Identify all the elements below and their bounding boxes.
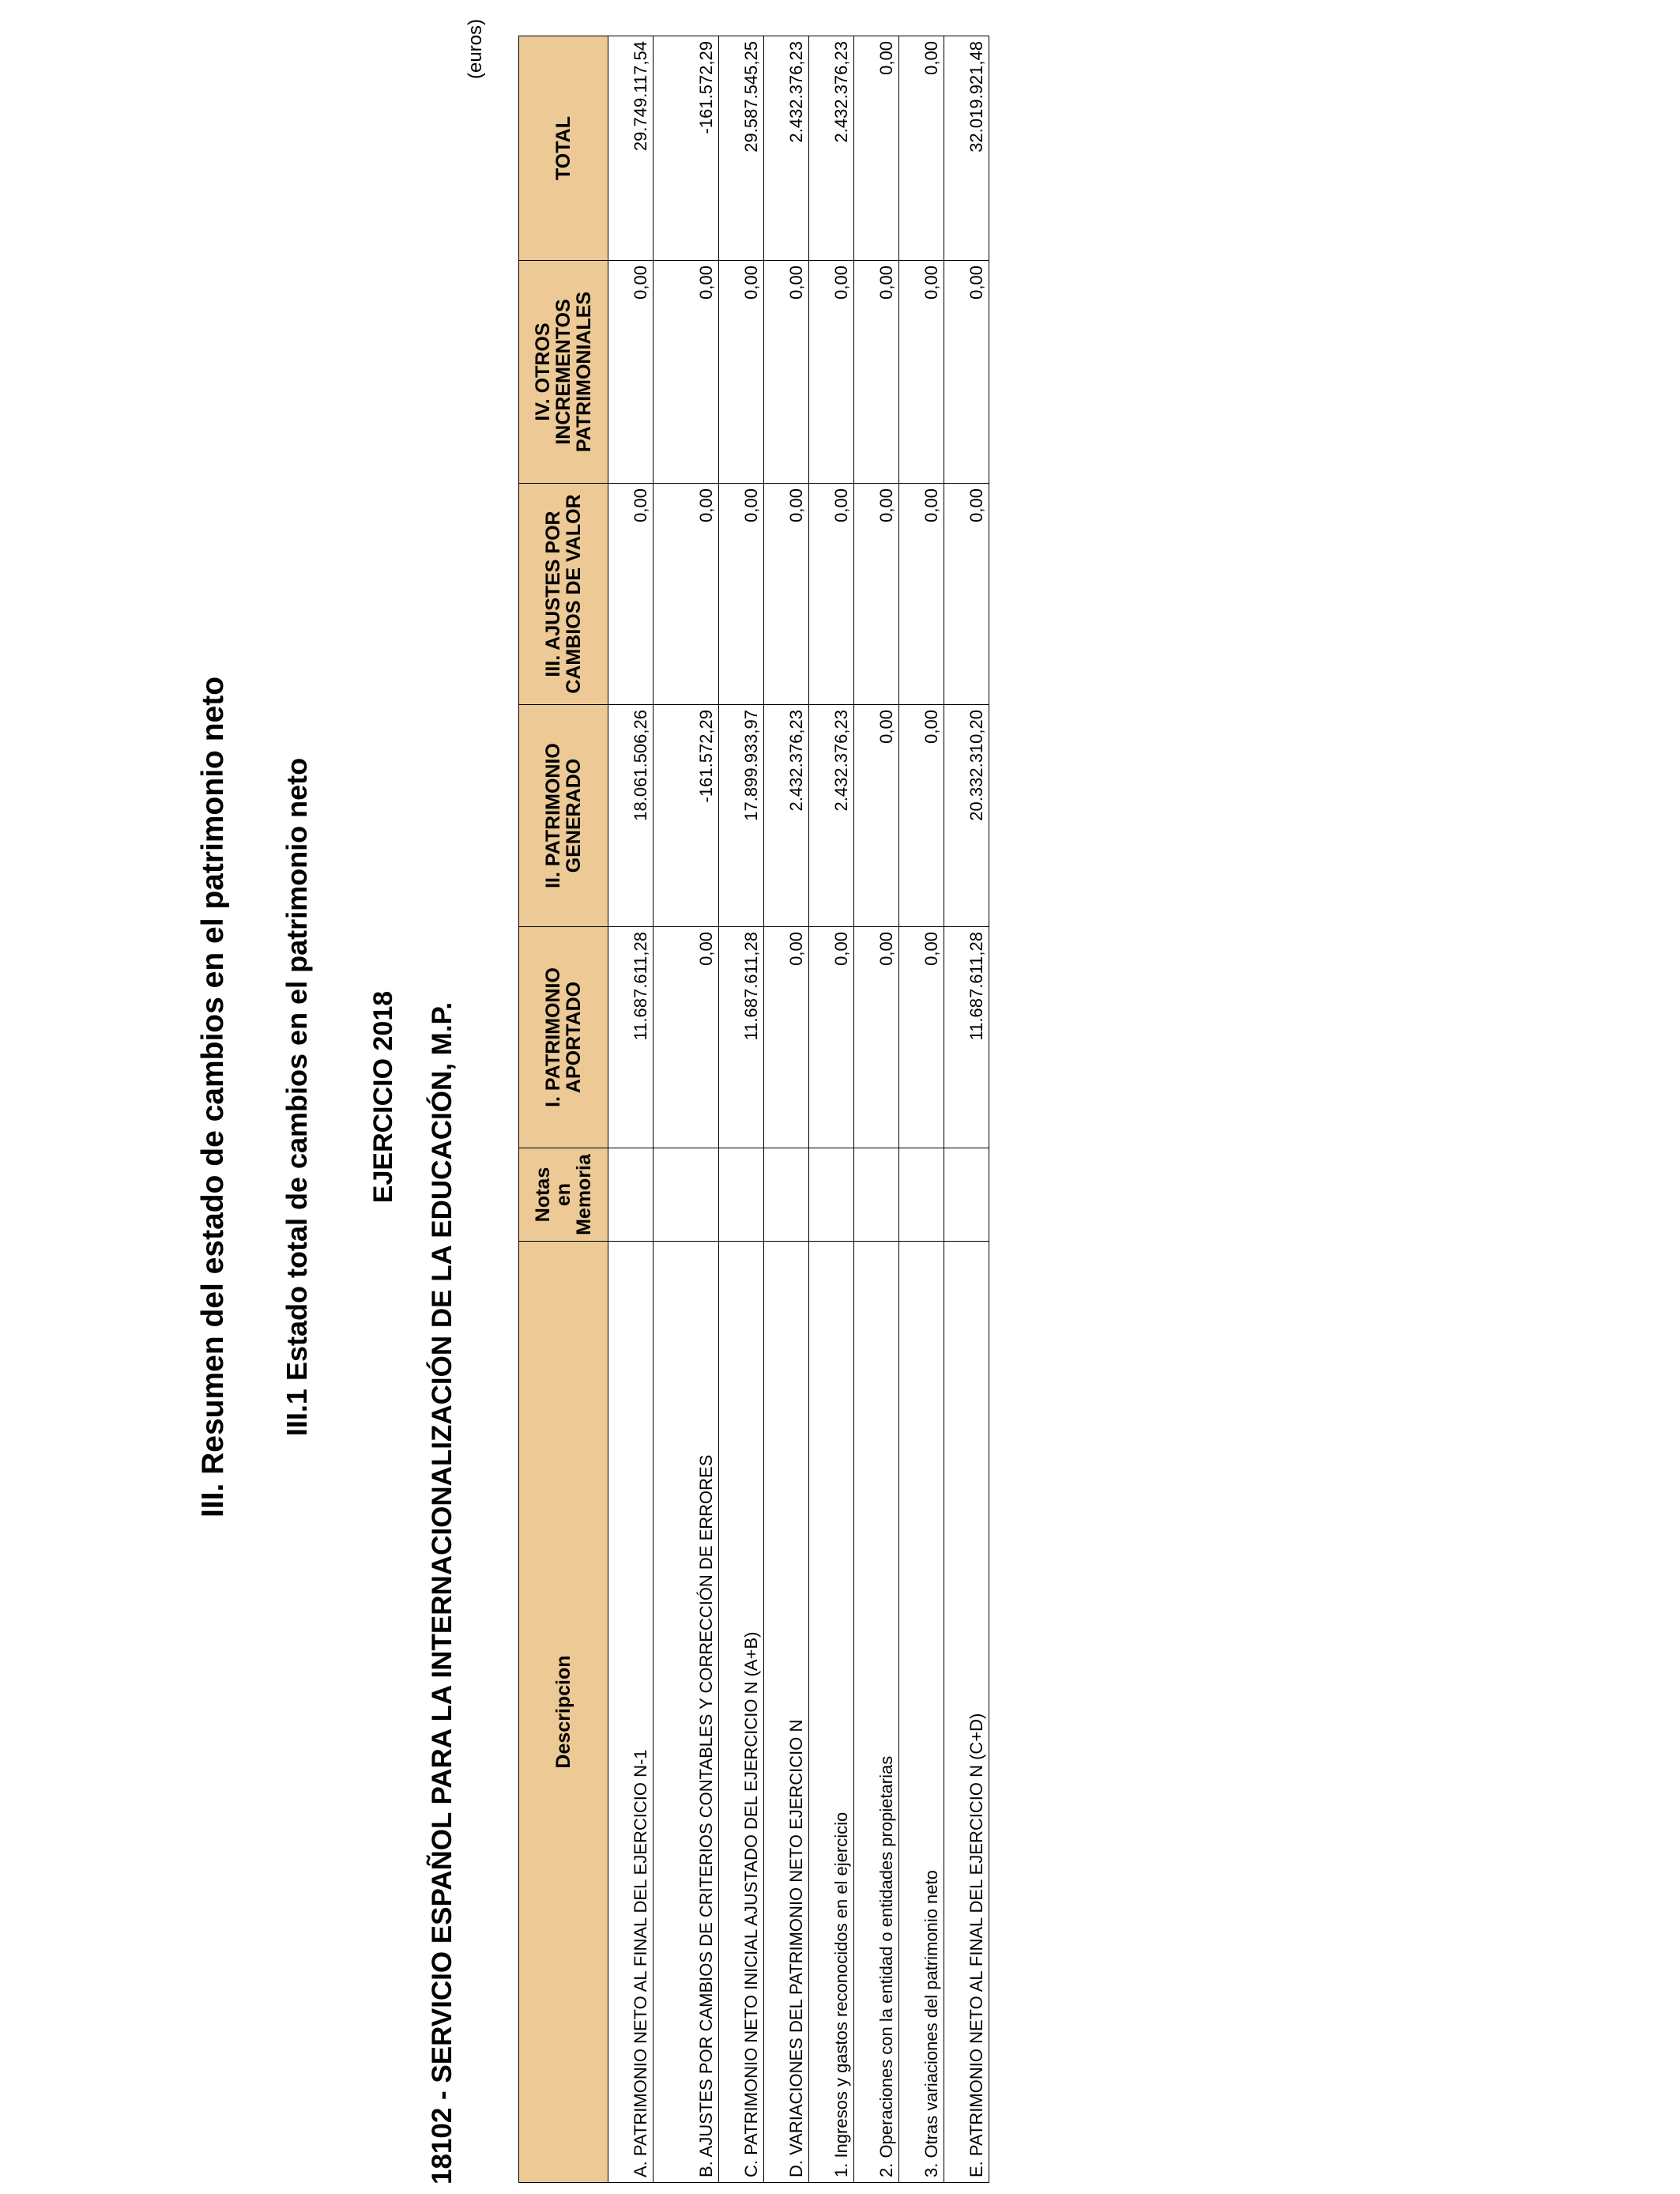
row-total: -161.572,29 xyxy=(654,36,719,261)
row-total: 29.587.545,25 xyxy=(719,36,764,261)
row-otros-incrementos: 0,00 xyxy=(764,261,809,484)
row-patrimonio-generado: 0,00 xyxy=(854,705,899,927)
row-description: B. AJUSTES POR CAMBIOS DE CRITERIOS CONTABLES Y CORRECCIÓN DE ERRORES xyxy=(654,1242,719,2183)
row-notes xyxy=(944,1148,989,1242)
row-patrimonio-generado: 18.061.506,26 xyxy=(608,705,654,927)
row-notes xyxy=(854,1148,899,1242)
row-otros-incrementos: 0,00 xyxy=(608,261,654,484)
table-row xyxy=(899,36,944,2183)
table-header-row xyxy=(519,36,608,2183)
row-patrimonio-aportado: 0,00 xyxy=(899,927,944,1148)
row-description: D. VARIACIONES DEL PATRIMONIO NETO EJERCICIO N xyxy=(764,1242,809,2183)
header-total: TOTAL xyxy=(519,36,608,261)
row-ajustes-valor: 0,00 xyxy=(809,484,854,705)
header-description: Descripcion xyxy=(519,1242,608,2183)
row-ajustes-valor: 0,00 xyxy=(854,484,899,705)
row-ajustes-valor: 0,00 xyxy=(608,484,654,705)
row-description: C. PATRIMONIO NETO INICIAL AJUSTADO DEL EJERCICIO N (A+B) xyxy=(719,1242,764,2183)
row-total: 29.749.117,54 xyxy=(608,36,654,261)
row-patrimonio-aportado: 11.687.611,28 xyxy=(944,927,989,1148)
row-ajustes-valor: 0,00 xyxy=(654,484,719,705)
row-ajustes-valor: 0,00 xyxy=(944,484,989,705)
row-patrimonio-generado: 20.332.310,20 xyxy=(944,705,989,927)
row-description: 2. Operaciones con la entidad o entidades propietarias xyxy=(854,1242,899,2183)
row-notes xyxy=(608,1148,654,1242)
row-total: 2.432.376,23 xyxy=(764,36,809,261)
row-notes xyxy=(809,1148,854,1242)
row-description: A. PATRIMONIO NETO AL FINAL DEL EJERCICIO N-1 xyxy=(608,1242,654,2183)
main-title: III. Resumen del estado de cambios en el patrimonio neto xyxy=(196,676,230,1518)
row-description: E. PATRIMONIO NETO AL FINAL DEL EJERCICIO N (C+D) xyxy=(944,1242,989,2183)
row-ajustes-valor: 0,00 xyxy=(719,484,764,705)
row-notes xyxy=(764,1148,809,1242)
header-patrimonio-aportado: I. PATRIMONIO APORTADO xyxy=(519,927,608,1148)
row-otros-incrementos: 0,00 xyxy=(654,261,719,484)
equity-changes-table xyxy=(518,36,989,2183)
table-row xyxy=(764,36,809,2183)
row-otros-incrementos: 0,00 xyxy=(809,261,854,484)
row-notes xyxy=(654,1148,719,1242)
row-patrimonio-aportado: 0,00 xyxy=(764,927,809,1148)
table-row xyxy=(944,36,989,2183)
row-notes xyxy=(719,1148,764,1242)
row-total: 32.019.921,48 xyxy=(944,36,989,261)
table-row xyxy=(854,36,899,2183)
subtitle: III.1 Estado total de cambios en el patrimonio neto xyxy=(281,757,313,1437)
row-patrimonio-generado: 2.432.376,23 xyxy=(764,705,809,927)
row-patrimonio-generado: -161.572,29 xyxy=(654,705,719,927)
table-row xyxy=(809,36,854,2183)
row-description: 1. Ingresos y gastos reconocidos en el ejercicio xyxy=(809,1242,854,2183)
row-ajustes-valor: 0,00 xyxy=(899,484,944,705)
row-patrimonio-aportado: 11.687.611,28 xyxy=(719,927,764,1148)
row-total: 0,00 xyxy=(854,36,899,261)
header-ajustes-valor: III. AJUSTES POR CAMBIOS DE VALOR xyxy=(519,484,608,705)
row-total: 0,00 xyxy=(899,36,944,261)
row-patrimonio-aportado: 0,00 xyxy=(654,927,719,1148)
table-row xyxy=(719,36,764,2183)
header-patrimonio-generado: II. PATRIMONIO GENERADO xyxy=(519,705,608,927)
period-title: EJERCICIO 2018 xyxy=(368,990,398,1204)
row-patrimonio-aportado: 0,00 xyxy=(854,927,899,1148)
header-otros-incrementos: IV. OTROS INCREMENTOS PATRIMONIALES xyxy=(519,261,608,484)
table-row xyxy=(608,36,654,2183)
row-description: 3. Otras variaciones del patrimonio neto xyxy=(899,1242,944,2183)
row-patrimonio-generado: 0,00 xyxy=(899,705,944,927)
currency-unit: (euros) xyxy=(465,18,486,79)
row-ajustes-valor: 0,00 xyxy=(764,484,809,705)
row-otros-incrementos: 0,00 xyxy=(944,261,989,484)
row-patrimonio-generado: 17.899.933,97 xyxy=(719,705,764,927)
row-otros-incrementos: 0,00 xyxy=(899,261,944,484)
row-otros-incrementos: 0,00 xyxy=(719,261,764,484)
row-total: 2.432.376,23 xyxy=(809,36,854,261)
row-patrimonio-generado: 2.432.376,23 xyxy=(809,705,854,927)
row-patrimonio-aportado: 11.687.611,28 xyxy=(608,927,654,1148)
table-row xyxy=(654,36,719,2183)
header-notes: Notas en Memoria xyxy=(519,1148,608,1242)
row-patrimonio-aportado: 0,00 xyxy=(809,927,854,1148)
row-notes xyxy=(899,1148,944,1242)
row-otros-incrementos: 0,00 xyxy=(854,261,899,484)
entity-name: 18102 - SERVICIO ESPAÑOL PARA LA INTERNACIONALIZACIÓN DE LA EDUCACIÓN, M.P. xyxy=(427,1001,458,2185)
